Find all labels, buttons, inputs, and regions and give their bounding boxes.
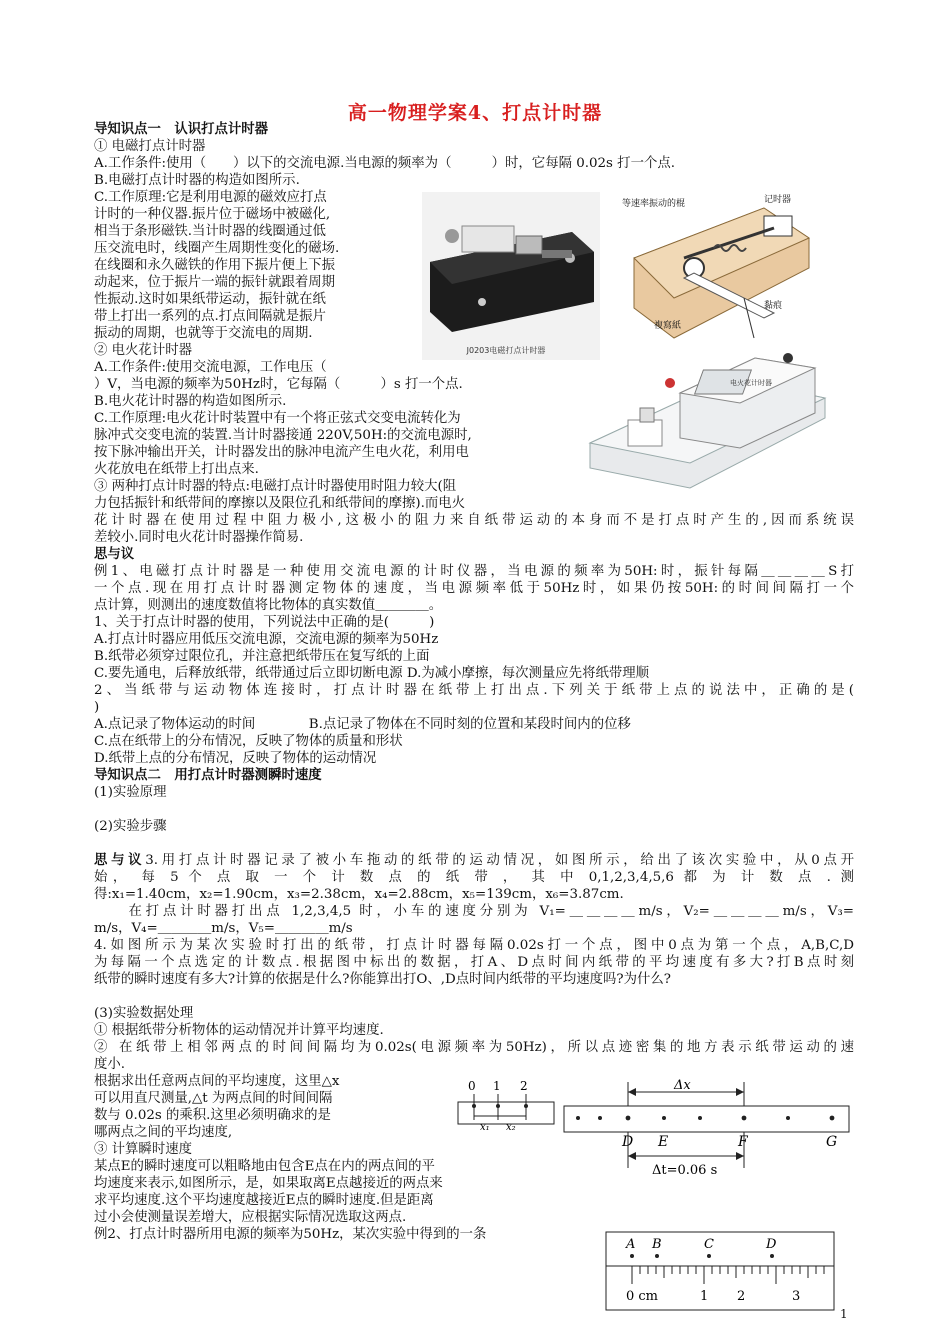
text-line: A.工作条件:使用（ ）以下的交流电源.当电源的频率为（ ）时，它每隔 0.02s 打一个点.	[94, 156, 675, 171]
text-line: 在打点计时器打出点 1,2,3,4,5 时，小车的速度分别为 V₁=＿＿＿＿m/s，V₂=＿＿＿＿m/s，V₃=	[94, 904, 854, 919]
text-line: 例2、打点计时器所用电源的频率为50Hz，某次实验中得到的一条	[94, 1227, 487, 1242]
text-line: 数与 0.02s 的乘积.这里必须明确求的是	[94, 1108, 331, 1123]
point-D-label: D	[766, 1237, 777, 1252]
tape-tick-2: 2	[520, 1079, 528, 1093]
text-line: B.电火花计时器的构造如图所示.	[94, 394, 287, 409]
text-line: 压交流电时，线圈产生周期性变化的磁场.	[94, 241, 340, 256]
delta-t-label: Δt=0.06 s	[652, 1163, 718, 1176]
text-line: 在线圈和永久磁铁的作用下振片便上下振	[94, 258, 336, 273]
text-line: 某点E的瞬时速度可以粗略地由包含E点在内的两点间的平	[94, 1159, 435, 1174]
label-timer: 记时器	[764, 195, 792, 205]
text-line: 始， 每 5 个 点 取 一 个 计 数 点 的 纸 带 ， 其 中 0,1,2,3,4,5,6 都 为 计 数 点 . 测	[94, 870, 854, 885]
text-line: 性振动.这时如果纸带运动，振针就在纸	[94, 292, 326, 307]
point-F-label: F	[738, 1134, 748, 1150]
text-line: 相当于条形磁铁.当计时器的线圈通过低	[94, 224, 326, 239]
tape-x1-label: x₁	[480, 1122, 490, 1132]
text-line: 按下脉冲输出开关，计时器发出的脉冲电流产生电火花，利用电	[94, 445, 469, 460]
text-line: C.点在纸带上的分布情况，反映了物体的质量和形状	[94, 734, 403, 749]
point-G-label: G	[826, 1134, 838, 1150]
point-A-label: A	[626, 1237, 636, 1252]
point-C-label: C	[704, 1237, 714, 1252]
text-line: 花计时器在使用过程中阻力极小,这极小的阻力来自纸带运动的本身而不是打点时产生的,因而系统误	[94, 513, 854, 528]
text-line: 2、当纸带与运动物体连接时，打点计时器在纸带上打出点.下列关于纸带上点的说法中，正确的是(	[94, 683, 854, 698]
text-line	[94, 852, 854, 869]
text-line: B.纸带必须穿过限位孔，并注意把纸带压在复写纸的上面	[94, 649, 430, 664]
text-line: 振动的周期，也就等于交流电的周期.	[94, 326, 313, 341]
text-line: (3)实验数据处理	[94, 1006, 194, 1021]
delta-x-label: Δx	[674, 1078, 691, 1093]
text-line: ② 电火花计时器	[94, 343, 192, 358]
text-line: 一个点.现在用打点计时器测定物体的速度，当电源频率低于50Hz时，如果仍按50H:的时间间隔打一个	[94, 581, 854, 596]
text-line: B.电磁打点计时器的构造如图所示.	[94, 173, 300, 188]
text-line: 1、关于打点计时器的使用，下列说法中正确的是( )	[94, 615, 435, 630]
text-line: (1)实验原理	[94, 785, 167, 800]
text-line: 力包括振针和纸带间的摩擦以及限位孔和纸带间的摩擦).而电火	[94, 496, 466, 511]
point-B-label: B	[652, 1237, 662, 1252]
text-line: 为每隔一个点选定的计数点.根据图中标出的数据，打A、D点时间内纸带的平均速度有多大?打B点时刻	[94, 955, 854, 970]
label-vibrating-needle: 等速率振动的棍	[622, 199, 686, 209]
section-heading-1: 导知识点一 认识打点计时器	[94, 122, 269, 137]
text-line: ③ 两种打点计时器的特点:电磁打点计时器使用时阻力较大(阻	[94, 479, 457, 494]
text-line: (2)实验步骤	[94, 819, 167, 834]
label-trace: 黏痕	[764, 301, 783, 311]
tape-x2-label: x₂	[506, 1122, 516, 1132]
text-line: 脉冲式交变电流的装置.当计时器接通 220V,50H:的交流电源时,	[94, 428, 472, 443]
text-line: )	[94, 700, 100, 715]
tape-tick-0: 0	[468, 1079, 476, 1093]
text-line: ）V，当电源的频率为50Hz时，它每隔（ ）s 打一个点.	[94, 377, 463, 392]
text-line: m/s，V₄=＿＿＿＿m/s，V₅=＿＿＿＿m/s	[94, 921, 353, 936]
label-carbon-paper: 複寫紙	[654, 321, 682, 331]
text-line: ① 根据纸带分析物体的运动情况并计算平均速度.	[94, 1023, 384, 1038]
tape-tick-1: 1	[493, 1079, 501, 1093]
text-line: 计时的一种仪器.振片位于磁场中被磁化,	[94, 207, 331, 222]
text-line: 火花放电在纸带上打出点来.	[94, 462, 259, 477]
electromagnetic-timer-photo	[422, 192, 600, 360]
text-span: 3.用打点计时器记录了被小车拖动的纸带的运动情况，如图所示，给出了该次实验中，从0点开	[145, 853, 854, 868]
text-line: ① 电磁打点计时器	[94, 139, 206, 154]
section-heading-2: 导知识点二 用打点计时器测瞬时速度	[94, 768, 322, 783]
text-line: 动起来，位于振片一端的振针就跟着周期	[94, 275, 336, 290]
discuss-label: 思与议	[94, 853, 146, 868]
photo-caption: J0203电磁打点计时器	[466, 346, 546, 355]
ruler-label-3: 3	[792, 1289, 801, 1304]
ruler-label-0: 0 cm	[626, 1289, 659, 1304]
text-line: C.工作原理:它是利用电源的磁效应打点	[94, 190, 327, 205]
tape-figure-abcd	[604, 1228, 836, 1312]
timer-principle-diagram	[614, 188, 814, 348]
ruler-label-2: 2	[737, 1289, 746, 1304]
text-line: 可以用直尺测量,△t 为两点间的时间间隔	[94, 1091, 333, 1106]
text-line: C.要先通电，后释放纸带，纸带通过后立即切断电源 D.为减小摩擦，每次测量应先将纸带理顺	[94, 666, 650, 681]
text-line: 均速度来表示,如图所示，是，如果取离E点越接近的两点来	[94, 1176, 443, 1191]
text-line: 根据求出任意两点间的平均速度，这里△x	[94, 1074, 340, 1089]
text-line: 差较小.同时电火花计时器操作简易.	[94, 530, 304, 545]
page-number: 1	[840, 1307, 848, 1321]
tape-figure-small	[456, 1074, 556, 1132]
section-heading-discuss: 思与议	[94, 547, 135, 562]
text-line: 过小会使测量误差增大，应根据实际情况选取这两点.	[94, 1210, 407, 1225]
text-line: 度小.	[94, 1057, 126, 1072]
text-line: A.工作条件:使用交流电源，工作电压（	[94, 360, 327, 375]
text-line: 点计算，则测出的速度数值将比物体的真实数值＿＿＿＿。	[94, 598, 443, 613]
page-title: 高一物理学案4、打点计时器	[347, 102, 603, 124]
point-E-label: E	[658, 1134, 669, 1150]
point-D-label: D	[622, 1134, 634, 1150]
text-line: 4.如图所示为某次实验时打出的纸带，打点计时器每隔0.02s打一个点，图中0点为第一个点，A,B,C,D	[94, 938, 854, 953]
text-line: 纸带的瞬时速度有多大?计算的依据是什么?你能算出打O、,D点时间内纸带的平均速度吗?为什么?	[94, 972, 671, 987]
text-line: C.工作原理:电火花计时装置中有一个将正弦式交变电流转化为	[94, 411, 461, 426]
text-line: 得:x₁=1.40cm，x₂=1.90cm，x₃=2.38cm，x₄=2.88cm，x₅=139cm，x₆=3.87cm.	[94, 887, 624, 902]
ruler-label-1: 1	[700, 1289, 709, 1304]
text-line: A.打点计时器应用低压交流电源，交流电源的频率为50Hz	[94, 632, 439, 647]
text-line: D.纸带上点的分布情况，反映了物体的运动情况	[94, 751, 377, 766]
text-line: 求平均速度.这个平均速度越接近E点的瞬时速度.但是距离	[94, 1193, 434, 1208]
text-line: ③ 计算瞬时速度	[94, 1142, 192, 1157]
text-line: ② 在纸带上相邻两点的时间间隔均为0.02s(电源频率为50Hz)，所以点迹密集的地方表示纸带运动的速	[94, 1040, 854, 1055]
text-line: 哪两点之间的平均速度,	[94, 1125, 233, 1140]
text-line: 例1、电磁打点计时器是一种使用交流电源的计时仪器，当电源的频率为50H:时，振针每隔＿＿＿＿S打	[94, 564, 854, 579]
spark-timer-photo	[580, 338, 830, 498]
spark-timer-plate: 电火花计时器	[730, 379, 772, 387]
tape-figure-defg	[560, 1078, 855, 1176]
text-line: A.点记录了物体运动的时间 B.点记录了物体在不同时刻的位置和某段时间内的位移	[94, 717, 631, 732]
text-line: 带上打出一系列的点.打点间隔就是振片	[94, 309, 326, 324]
